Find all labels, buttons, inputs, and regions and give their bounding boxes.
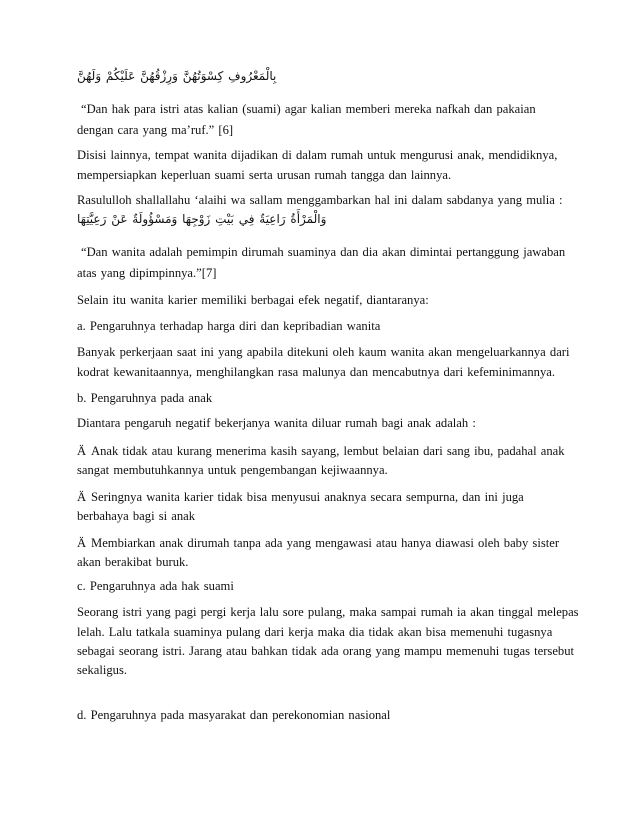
paragraph-1-line-1: Disisi lainnya, tempat wanita dijadikan di dalam rumah untuk mengurusi anak, mendidiknya, (77, 148, 558, 162)
heading-b: b. Pengaruhnya pada anak (77, 391, 213, 405)
paragraph-2: Rasululloh shallallahu ‘alaihi wa sallam menggambarkan hal ini dalam sabdanya yang mulia : (77, 193, 563, 207)
paragraph-6-line-4: sekaligus. (77, 663, 128, 677)
heading-c: c. Pengaruhnya ada hak suami (77, 579, 234, 593)
heading-d: d. Pengaruhnya pada masyarakat dan perekonomian nasional (77, 708, 391, 722)
quote-2-line-1: “Dan wanita adalah pemimpin dirumah suaminya dan dia akan dimintai pertanggung jawaban (81, 245, 566, 259)
paragraph-1-line-2: mempersiapkan keperluan suami serta urusan rumah tangga dan lainnya. (77, 168, 452, 182)
bullet-icon: Ä (77, 444, 87, 458)
bullet-item-3-text: Membiarkan anak dirumah tanpa ada yang mengawasi atau hanya diawasi oleh baby sister (91, 536, 560, 550)
bullet-icon: Ä (77, 490, 87, 504)
bullet-item-1-line-2: sangat membutuhkannya untuk pengembangan kejiwaannya. (77, 463, 388, 477)
bullet-item-2-text: Seringnya wanita karier tidak bisa menyusui anaknya secara sempurna, dan ini juga (91, 490, 524, 504)
bullet-item-2-line-1 (77, 489, 524, 505)
heading-a: a. Pengaruhnya terhadap harga diri dan kepribadian wanita (77, 319, 381, 333)
paragraph-6-line-1: Seorang istri yang pagi pergi kerja lalu sore pulang, maka sampai rumah ia akan tinggal melepas (77, 605, 579, 619)
bullet-icon: Ä (77, 536, 87, 550)
bullet-item-2-line-2: berbahaya bagi si anak (77, 509, 196, 523)
quote-1-line-2: dengan cara yang ma’ruf.” [6] (77, 123, 234, 137)
paragraph-6-line-2: lelah. Lalu tatkala suaminya pulang dari kerja maka dia tidak akan bisa memenuhi tugasnya (77, 625, 553, 639)
arabic-text-1: بِالْمَعْرُوفِ كِسْوَتُهُنَّ وَرِزْقُهُنَّ عَلَيْكُمْ وَلَهُنَّ (77, 69, 277, 83)
bullet-item-3-line-2: akan berakibat buruk. (77, 555, 189, 569)
quote-1-line-1: “Dan hak para istri atas kalian (suami) agar kalian memberi mereka nafkah dan pakaian (81, 102, 536, 116)
paragraph-4-line-1: Banyak perkerjaan saat ini yang apabila ditekuni oleh kaum wanita akan mengeluarkannya dari (77, 345, 570, 359)
bullet-item-1-text: Anak tidak atau kurang menerima kasih sayang, lembut belaian dari sang ibu, padahal anak (91, 444, 565, 458)
paragraph-3: Selain itu wanita karier memiliki berbagai efek negatif, diantaranya: (77, 293, 429, 307)
paragraph-4-line-2: kodrat kewanitaannya, menghilangkan rasa malunya dan mencabutnya dari kefeminimannya. (77, 365, 555, 379)
paragraph-5: Diantara pengaruh negatif bekerjanya wanita diluar rumah bagi anak adalah : (77, 416, 476, 430)
bullet-item-1-line-1 (77, 443, 565, 459)
paragraph-6-line-3: sebagai seorang istri. Jarang atau bahkan tidak ada orang yang mampu memenuhi tugas tersebut (77, 644, 575, 658)
bullet-item-3-line-1 (77, 535, 559, 551)
quote-2-line-2: atas yang dipimpinnya.”[7] (77, 266, 217, 280)
arabic-text-2: وَالْمَرْأَةُ رَاعِيَةٌ فِي بَيْتِ زَوْجِهَا وَمَسْؤُولَةٌ عَنْ رَعِيَّتِهَا (77, 212, 327, 226)
